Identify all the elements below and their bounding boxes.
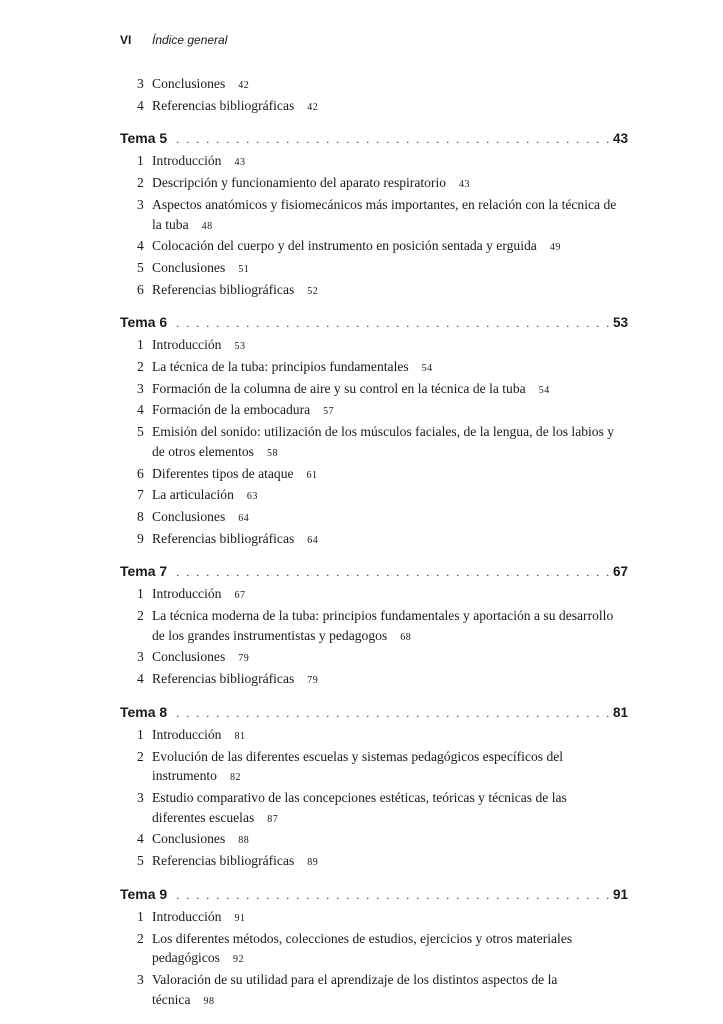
toc-item-number: 4 <box>137 97 144 113</box>
toc-item <box>120 151 628 173</box>
toc-section <box>120 74 628 117</box>
toc-item <box>120 357 628 379</box>
folio-page-number: VI <box>120 33 132 47</box>
toc-section-heading <box>120 560 628 583</box>
toc-item-number: 1 <box>137 153 144 169</box>
toc-item <box>120 379 628 401</box>
toc-item-title: Descripción y funcionamiento del aparato respiratorio <box>152 175 447 191</box>
toc-item-title: Conclusiones <box>152 831 226 847</box>
toc-item-title: Valoración de su utilidad para el aprendizaje de los distintos aspectos de la técnica <box>152 971 558 1007</box>
toc-item-page: 87 <box>267 813 279 825</box>
toc-item-title: Introducción <box>152 908 222 924</box>
toc-item-body <box>152 379 550 401</box>
toc-item-body <box>152 669 318 691</box>
toc-item-body <box>152 400 334 422</box>
toc-item-number: 5 <box>137 259 144 275</box>
toc-item-body <box>152 647 249 669</box>
toc-item <box>120 529 628 551</box>
toc-item-page: 79 <box>238 653 250 665</box>
toc-item-number: 3 <box>137 649 144 665</box>
toc-item-title: Referencias bibliográficas <box>152 853 295 869</box>
toc-item-title: La técnica moderna de la tuba: principios fundamentales y aportación a su desarrollo de los grandes instrumentistas y pedagogos <box>152 608 614 643</box>
toc-item-number: 3 <box>137 971 144 987</box>
toc-item-title: Los diferentes métodos, colecciones de estudios, ejercicios y otros materiales pedagógicos <box>152 930 573 966</box>
toc-item-body <box>152 529 318 551</box>
toc-item-page: 53 <box>234 341 246 353</box>
toc-item <box>120 400 628 422</box>
toc-item-body <box>152 151 245 173</box>
toc-item-number: 2 <box>137 175 144 191</box>
toc-section-heading <box>120 311 628 334</box>
toc-item-page: 79 <box>307 675 319 687</box>
toc-item-title: La articulación <box>152 487 234 503</box>
toc-item-number: 1 <box>137 586 144 602</box>
toc-item-page: 42 <box>238 80 250 91</box>
toc-item-number: 8 <box>137 508 144 524</box>
toc-item-page: 68 <box>400 631 412 643</box>
toc-item-number: 2 <box>137 359 144 375</box>
toc-item <box>120 669 628 691</box>
toc-section-heading <box>120 883 628 906</box>
toc-item-page: 67 <box>234 590 246 602</box>
toc-item-number: 5 <box>137 853 144 869</box>
toc-item-body <box>152 907 245 929</box>
toc-item-body <box>152 507 249 529</box>
toc-item-body <box>152 851 318 873</box>
toc-section <box>120 701 628 873</box>
toc-item-body <box>152 970 620 1011</box>
toc-item <box>120 96 628 118</box>
toc-section-title: Tema 8 <box>120 703 168 720</box>
toc-section-heading <box>120 701 628 724</box>
toc-item-body <box>152 485 258 507</box>
toc-item-body <box>152 258 249 280</box>
toc-section <box>120 127 628 301</box>
toc-item-number: 6 <box>137 465 144 481</box>
toc-item-body <box>152 829 249 851</box>
running-header-title: Índice general <box>152 33 228 47</box>
toc-item-page: 43 <box>234 157 246 169</box>
dot-leader <box>176 884 609 906</box>
toc-section-title: Tema 6 <box>120 314 168 331</box>
toc-item-page: 58 <box>266 447 278 459</box>
toc-item-title: Conclusiones <box>152 649 226 665</box>
toc-item-page: 42 <box>307 101 319 113</box>
toc-item <box>120 606 628 647</box>
toc-item <box>120 647 628 669</box>
toc-section-title: Tema 9 <box>120 885 168 902</box>
toc-item <box>120 280 628 302</box>
toc-item-number: 4 <box>137 238 144 254</box>
toc-item <box>120 173 628 195</box>
toc-item-number: 4 <box>137 831 144 847</box>
toc-item-body <box>152 606 620 647</box>
toc-item <box>120 788 628 829</box>
toc-item-title: Estudio comparativo de las concepciones estéticas, teóricas y técnicas de las diferentes escuelas <box>152 789 567 825</box>
toc-item-title: Evolución de las diferentes escuelas y sistemas pedagógicos específicos del instrumento <box>152 748 564 784</box>
toc-item <box>120 422 628 463</box>
toc-item-body <box>152 173 470 195</box>
toc-item-number: 2 <box>137 748 144 764</box>
toc-item-number: 1 <box>137 908 144 924</box>
toc-item-number: 3 <box>137 76 144 91</box>
toc-item-number: 1 <box>137 337 144 353</box>
toc-item-body <box>152 335 245 357</box>
toc-item <box>120 236 628 258</box>
toc-item-title: Emisión del sonido: utilización de los músculos faciales, de la lengua, de los labios y de otros elementos <box>152 424 615 459</box>
toc-section-page: 81 <box>612 704 628 720</box>
toc-item-page: 64 <box>238 512 250 524</box>
toc-section-title: Tema 7 <box>120 563 168 580</box>
toc-item-title: Aspectos anatómicos y fisiomecánicos más importantes, en relación con la técnica de la tuba <box>152 196 617 232</box>
toc-item <box>120 584 628 606</box>
toc-item-number: 5 <box>137 424 144 440</box>
toc-item-page: 89 <box>307 857 319 869</box>
toc-item-body <box>152 725 245 747</box>
toc-item <box>120 335 628 357</box>
toc-item <box>120 970 628 1011</box>
toc-item <box>120 929 628 970</box>
toc-section-page: 43 <box>612 131 628 147</box>
toc-item <box>120 507 628 529</box>
dot-leader <box>176 128 609 150</box>
toc-item-title: Referencias bibliográficas <box>152 530 295 546</box>
running-header <box>120 33 628 47</box>
toc-item-body <box>152 280 318 302</box>
toc-item-number: 1 <box>137 726 144 742</box>
toc-item <box>120 851 628 873</box>
toc-item-body <box>152 584 245 606</box>
dot-leader <box>176 312 609 334</box>
toc-item-page: 52 <box>307 285 319 297</box>
toc-item-body <box>152 422 620 463</box>
toc-item-number: 6 <box>137 281 144 297</box>
toc-section <box>120 560 628 691</box>
toc-section-page: 91 <box>612 886 628 902</box>
table-of-contents <box>120 74 628 1011</box>
toc-item <box>120 747 628 788</box>
toc-item-number: 4 <box>137 402 144 418</box>
toc-item <box>120 195 628 236</box>
toc-item-page: 64 <box>307 534 319 546</box>
toc-item-title: Formación de la columna de aire y su control en la técnica de la tuba <box>152 380 526 396</box>
toc-item-title: Formación de la embocadura <box>152 402 311 418</box>
toc-item-number: 3 <box>137 196 144 212</box>
toc-item-page: 82 <box>229 772 241 784</box>
toc-item-body <box>152 96 318 118</box>
toc-item-title: Referencias bibliográficas <box>152 281 295 297</box>
toc-item <box>120 74 628 96</box>
toc-item-title: Conclusiones <box>152 76 226 91</box>
toc-item-page: 92 <box>232 954 244 966</box>
toc-item <box>120 829 628 851</box>
toc-item-number: 3 <box>137 380 144 396</box>
toc-item-page: 57 <box>323 406 335 418</box>
toc-item-body <box>152 788 620 829</box>
toc-section-heading <box>120 127 628 150</box>
toc-item-number: 9 <box>137 530 144 546</box>
toc-item-number: 3 <box>137 789 144 805</box>
toc-item <box>120 907 628 929</box>
toc-item-body <box>152 236 561 258</box>
toc-item-title: Introducción <box>152 726 222 742</box>
toc-item-page: 81 <box>234 730 246 742</box>
toc-item-page: 48 <box>201 220 213 232</box>
toc-item-body <box>152 74 249 96</box>
toc-item-body <box>152 357 433 379</box>
dot-leader <box>176 561 609 583</box>
toc-item-title: Introducción <box>152 153 222 169</box>
toc-section-page: 67 <box>612 564 628 580</box>
toc-item-title: Conclusiones <box>152 259 226 275</box>
toc-item-title: Conclusiones <box>152 508 226 524</box>
toc-section <box>120 883 628 1012</box>
toc-item-page: 54 <box>421 363 433 375</box>
toc-item-title: Diferentes tipos de ataque <box>152 465 294 481</box>
toc-item-page: 98 <box>203 995 215 1007</box>
toc-item-title: Referencias bibliográficas <box>152 671 295 687</box>
toc-item-page: 49 <box>549 242 561 254</box>
toc-item-title: Colocación del cuerpo y del instrumento en posición sentada y erguida <box>152 238 537 254</box>
toc-item <box>120 464 628 486</box>
toc-item <box>120 485 628 507</box>
toc-item-number: 2 <box>137 930 144 946</box>
toc-item-page: 51 <box>238 263 250 275</box>
toc-item-page: 61 <box>306 469 318 481</box>
toc-item-title: Introducción <box>152 337 222 353</box>
toc-item-title: La técnica de la tuba: principios fundamentales <box>152 359 409 375</box>
toc-item-page: 43 <box>459 179 471 191</box>
toc-item-body <box>152 464 318 486</box>
toc-section-page: 53 <box>612 315 628 331</box>
toc-item-page: 63 <box>246 491 258 503</box>
toc-item-page: 88 <box>238 835 250 847</box>
toc-section <box>120 311 628 550</box>
toc-item-body <box>152 929 620 970</box>
toc-item-title: Introducción <box>152 586 222 602</box>
toc-section-title: Tema 5 <box>120 130 168 147</box>
toc-item-body <box>152 195 620 236</box>
toc-item <box>120 258 628 280</box>
toc-item-number: 7 <box>137 487 144 503</box>
toc-item-page: 91 <box>234 912 246 924</box>
dot-leader <box>176 702 609 724</box>
toc-item <box>120 725 628 747</box>
toc-item-number: 2 <box>137 608 144 624</box>
toc-item-page: 54 <box>538 384 550 396</box>
toc-item-title: Referencias bibliográficas <box>152 97 295 113</box>
toc-item-body <box>152 747 620 788</box>
toc-item-number: 4 <box>137 671 144 687</box>
